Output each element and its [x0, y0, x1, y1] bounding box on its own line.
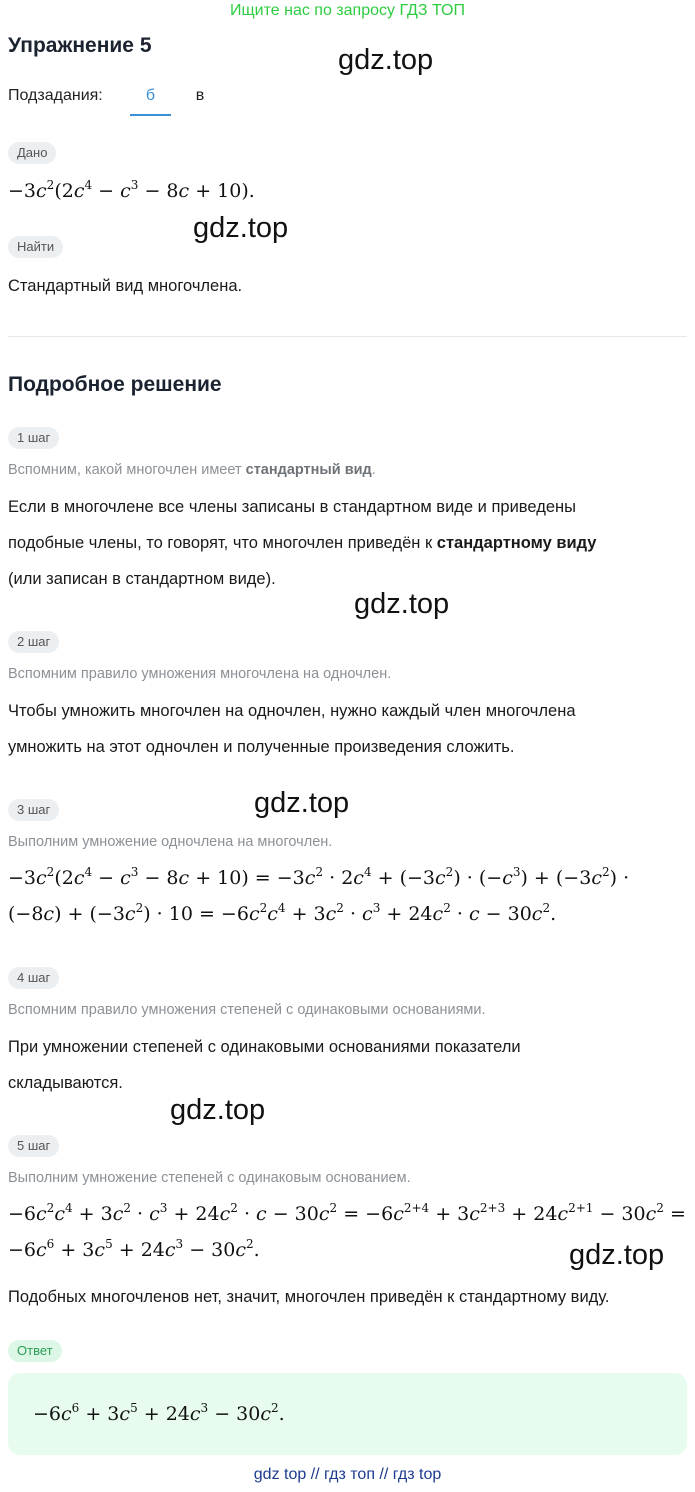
step-1-chip: 1 шаг — [8, 427, 59, 449]
answer-chip: Ответ — [8, 1340, 62, 1362]
step-3-expression-line: $-3c^2(2c^4 - c^3 - 8c + 10) = -3c^2 \cdot 2c^4 + (-3c^2) \cdot (-c^3) + (-3c^2)$ · — [8, 865, 630, 889]
step-4-chip: 4 шаг — [8, 967, 59, 989]
search-banner[interactable]: Ищите нас по запросу ГДЗ ТОП — [230, 2, 465, 19]
step-1-hint: Вспомним, какой многочлен имеет стандартный вид. — [8, 462, 376, 478]
tab-subtask-v[interactable]: в — [195, 87, 205, 104]
find-chip: Найти — [8, 236, 63, 258]
step-5-chip: 5 шаг — [8, 1135, 59, 1157]
step-2-hint: Вспомним правило умножения многочлена на одночлен. — [8, 666, 392, 682]
watermark: gdz.top — [193, 212, 289, 244]
step-2-text-line: Чтобы умножить многочлен на одночлен, нужно каждый член многочлена — [8, 702, 576, 720]
watermark: gdz.top — [569, 1239, 665, 1271]
find-text: Стандартный вид многочлена. — [8, 277, 243, 295]
step-1-text-line: (или записан в стандартном виде). — [8, 570, 276, 588]
watermark: gdz.top — [254, 787, 350, 819]
page-title: Упражнение 5 — [8, 34, 152, 57]
watermark: gdz.top — [354, 588, 450, 620]
step-5-expression-line: $-6c^6 + 3c^5 + 24c^3 - 30c^2$. — [8, 1237, 260, 1261]
step-3-chip: 3 шаг — [8, 799, 59, 821]
step-1-text-line: подобные члены, то говорят, что многочлен приведён к стандартному виду — [8, 534, 597, 552]
watermark: gdz.top — [338, 44, 434, 76]
step-3-expression-line: $(-8c) + (-3c^2) \cdot 10 = -6c^2c^4 + 3c^2 \cdot c^3 + 24c^2 \cdot c - 30c^2$. — [8, 901, 557, 925]
step-2-text-line: умножить на этот одночлен и полученные произведения сложить. — [8, 738, 515, 756]
footer-links[interactable]: gdz top // гдз топ // гдз top — [253, 1466, 442, 1483]
step-5-conclusion: Подобных многочленов нет, значит, многочлен приведён к стандартному виду. — [8, 1288, 610, 1306]
section-divider — [8, 336, 687, 337]
step-3-hint: Выполним умножение одночлена на многочлен. — [8, 834, 333, 850]
answer-expression: $-6c^6 + 3c^5 + 24c^3 - 30c^2$. — [33, 1401, 285, 1425]
solution-heading: Подробное решение — [8, 373, 222, 396]
given-chip: Дано — [8, 142, 56, 164]
step-2-chip: 2 шаг — [8, 631, 59, 653]
step-4-text-line: При умножении степеней с одинаковыми основаниями показатели — [8, 1038, 521, 1056]
tab-subtask-b[interactable]: б — [145, 87, 156, 104]
step-4-text-line: складываются. — [8, 1074, 123, 1092]
watermark: gdz.top — [170, 1094, 266, 1126]
given-expression: $-3c^2(2c^4 - c^3 - 8c + 10)$. — [8, 178, 255, 202]
active-tab-indicator — [130, 114, 171, 116]
step-5-expression-line: $-6c^2c^4 + 3c^2 \cdot c^3 + 24c^2 \cdot c - 30c^2 = -6c^{2+4} + 3c^{2+3} + 24c^{2+1} - 30c^2$ = — [8, 1201, 686, 1225]
subtasks-label: Подзадания: — [8, 87, 103, 104]
step-1-text-line: Если в многочлене все члены записаны в стандартном виде и приведены — [8, 498, 576, 516]
step-5-hint: Выполним умножение степеней с одинаковым основанием. — [8, 1170, 411, 1186]
step-4-hint: Вспомним правило умножения степеней с одинаковыми основаниями. — [8, 1002, 486, 1018]
